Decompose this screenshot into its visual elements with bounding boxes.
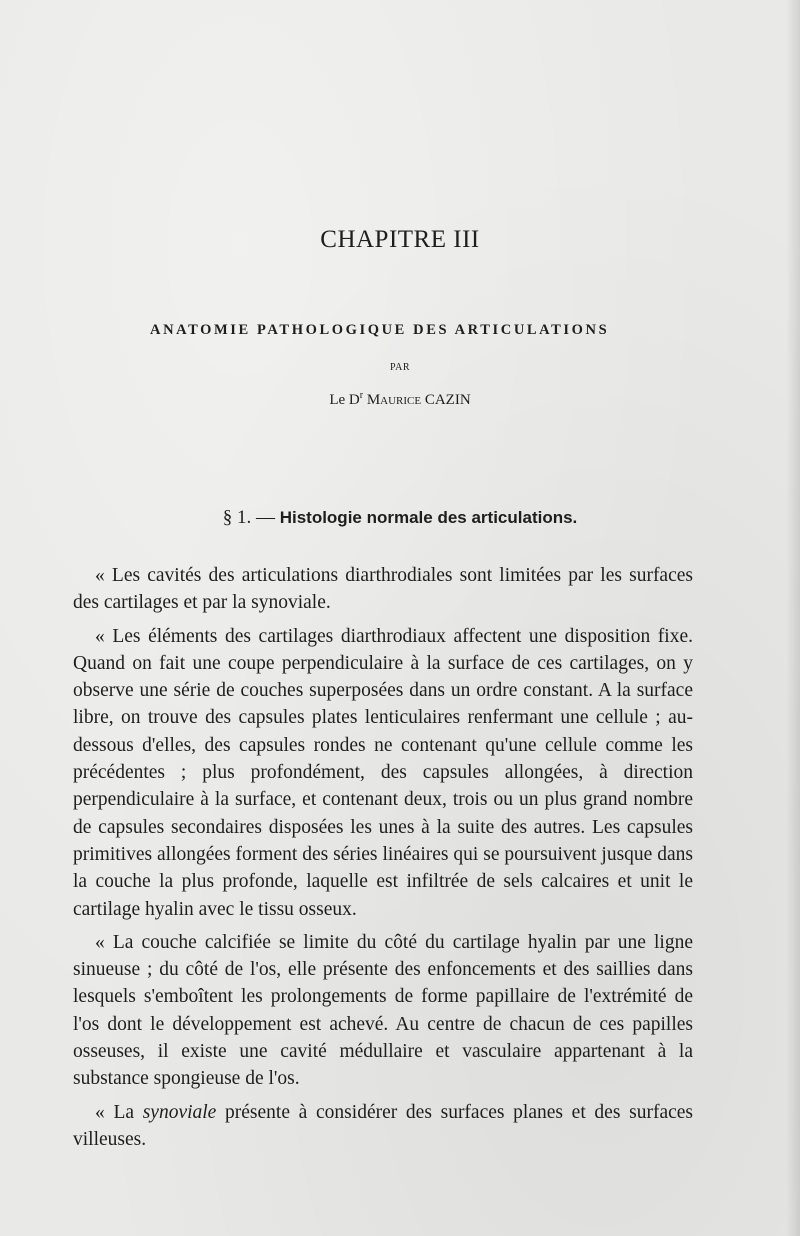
author-line [0, 392, 800, 409]
section-number: § 1. — [222, 507, 275, 528]
paragraph-1: « Les cavités des articulations diarthrodiales sont limitées par les surfaces des cartilages et par la synoviale. [73, 565, 693, 614]
author-prefix: Le D [329, 392, 360, 408]
chapter-title: CHAPITRE III [320, 226, 480, 253]
body-text [73, 562, 693, 1159]
author-prefix-superscript: r [359, 390, 364, 401]
paragraph-4 [73, 1099, 693, 1154]
paragraph-4-before: « La [95, 1101, 143, 1123]
paragraph-4-italic: synoviale [142, 1101, 217, 1123]
par-label: PAR [389, 362, 411, 373]
paragraph-4-after: présente à considérer des surfaces planes et des surfaces villeuses. [73, 1101, 693, 1150]
author-name: Maurice CAZIN [366, 392, 471, 408]
chapter-subtitle: ANATOMIE PATHOLOGIQUE DES ARTICULATIONS [150, 322, 610, 338]
page-edge-shadow [786, 0, 800, 1236]
paragraph-2: « Les éléments des cartilages diarthrodiaux affectent une disposition fixe. Quand on fait une coupe perpendiculaire à la surface de ces cartilages, on y observe une série de couches superposées dans un ordre constant. A la surface libre, on trouve des capsules plates lenticulaires renfermant une cellule ; au-dessous d'elles, des capsules rondes ne contenant qu'une cellule comme les précédentes ; plus profondément, des capsules allongées, à direction perpendiculaire à la surface, et contenant deux, trois ou un plus grand nombre de capsules secondaires disposées les unes à la suite des autres. Les capsules primitives allongées forment des séries linéaires qui se poursuivent jusque dans la couche la plus profonde, laquelle est infiltrée de sels calcaires et unit le cartilage hyalin avec le tissu osseux. [73, 625, 693, 920]
section-title: Histologie normale des articulations. [279, 508, 578, 527]
section-heading [0, 507, 800, 529]
paragraph-3: « La couche calcifiée se limite du côté du cartilage hyalin par une ligne sinueuse ; du côté de l'os, elle présente des enfoncements et des saillies dans lesquels s'emboîtent les prolongements de forme papillaire de l'extrémité de l'os dont le développement est achevé. Au centre de chacun de ces papilles osseuses, il existe une cavité médullaire et vasculaire appartenant à la substance spongieuse de l'os. [73, 931, 693, 1090]
